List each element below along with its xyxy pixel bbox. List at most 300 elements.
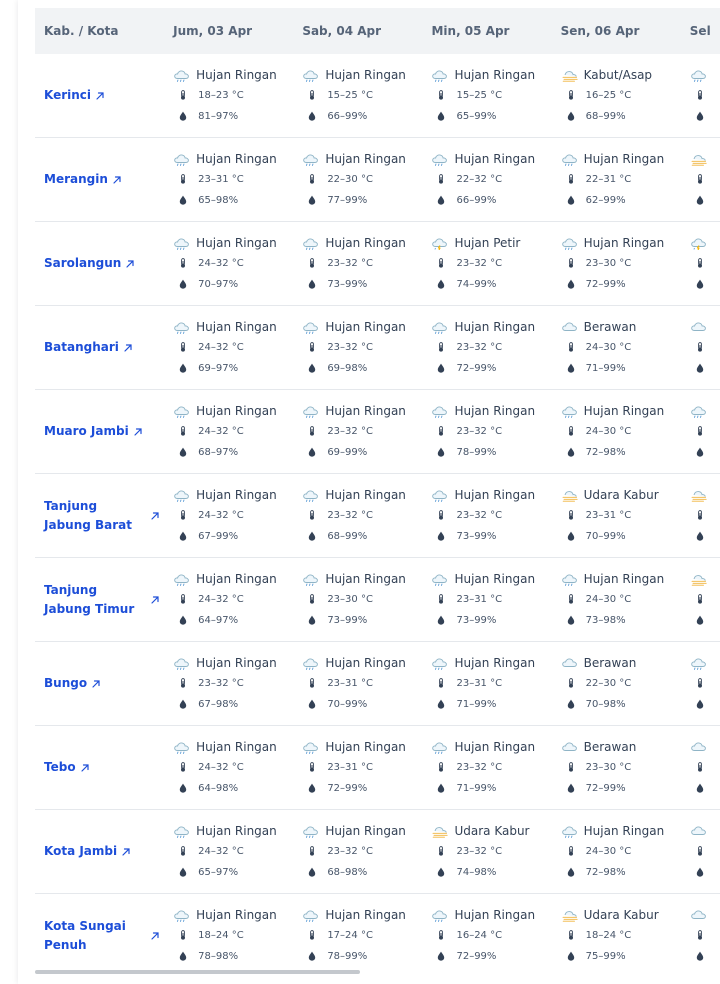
haze-icon <box>690 152 708 166</box>
weather-condition <box>690 233 720 253</box>
forecast-cell <box>293 222 422 306</box>
temperature-value: 23–32 °C <box>456 425 503 437</box>
light-rain-icon <box>302 68 320 82</box>
external-link-icon <box>150 511 160 521</box>
light-rain-icon <box>173 572 191 586</box>
condition-label: Berawan <box>583 655 637 670</box>
condition-label: Hujan Ringan <box>196 739 277 754</box>
temperature-range <box>431 841 551 862</box>
humidity-range <box>302 778 422 799</box>
thermometer-icon <box>307 510 317 520</box>
weather-condition <box>690 401 720 421</box>
humidity-value: 65–99% <box>456 110 497 122</box>
humidity-value: 67–98% <box>198 698 239 710</box>
table-row <box>35 642 720 726</box>
humidity-drop-icon <box>178 111 188 121</box>
weather-condition <box>302 65 422 85</box>
humidity-drop-icon <box>436 699 446 709</box>
weather-condition <box>690 569 720 589</box>
region-cell <box>35 894 164 971</box>
condition-label: Udara Kabur <box>454 823 530 838</box>
temperature-range <box>561 337 681 358</box>
condition-label: Hujan Ringan <box>454 907 536 922</box>
temperature-range <box>431 85 551 106</box>
condition-label: Hujan Petir <box>454 235 521 250</box>
forecast-cell <box>422 894 551 971</box>
forecast-cell <box>681 138 720 222</box>
humidity-drop-icon <box>307 951 317 961</box>
temperature-range <box>690 925 720 946</box>
humidity-drop-icon <box>178 699 188 709</box>
humidity-range <box>173 106 293 127</box>
temperature-range <box>173 841 293 862</box>
weather-condition <box>561 149 681 169</box>
light-rain-icon <box>173 236 191 250</box>
temperature-range <box>173 589 293 610</box>
weather-condition <box>690 737 720 757</box>
forecast-cell <box>164 726 293 810</box>
condition-label: Hujan Ringan <box>454 67 536 82</box>
humidity-value: 69–97% <box>198 362 239 374</box>
condition-label: Hujan Ringan <box>583 151 665 166</box>
thermometer-icon <box>436 762 446 772</box>
humidity-drop-icon <box>695 867 705 877</box>
humidity-value: 77–99% <box>327 194 368 206</box>
weather-condition <box>690 905 720 925</box>
region-name: Kerinci <box>44 88 92 102</box>
thermometer-icon <box>566 174 576 184</box>
humidity-drop-icon <box>436 363 446 373</box>
temperature-range <box>431 421 551 442</box>
forecast-cell <box>552 642 681 726</box>
forecast-cell <box>293 138 422 222</box>
light-rain-icon <box>173 68 191 82</box>
forecast-cell <box>552 810 681 894</box>
forecast-cell <box>293 306 422 390</box>
temperature-range <box>431 253 551 274</box>
humidity-value: 65–97% <box>198 866 239 878</box>
humidity-range <box>690 610 720 631</box>
region-name: Kota Sungai Penuh <box>44 918 126 952</box>
table-row <box>35 558 720 642</box>
region-cell <box>35 222 164 306</box>
weather-condition <box>431 233 551 253</box>
humidity-range <box>302 526 422 547</box>
thermometer-icon <box>566 594 576 604</box>
light-rain-icon <box>302 404 320 418</box>
external-link-icon <box>95 91 105 101</box>
light-rain-icon <box>173 152 191 166</box>
thermometer-icon <box>178 90 188 100</box>
humidity-drop-icon <box>307 783 317 793</box>
condition-label: Hujan Ringan <box>583 235 665 250</box>
humidity-drop-icon <box>695 615 705 625</box>
region-link[interactable] <box>44 842 160 861</box>
condition-label: Hujan Ringan <box>454 655 536 670</box>
thermometer-icon <box>178 510 188 520</box>
temperature-value: 24–32 °C <box>198 341 244 353</box>
thermometer-icon <box>436 426 446 436</box>
table-row <box>35 222 720 306</box>
temperature-value: 23–32 °C <box>456 341 503 353</box>
humidity-range <box>173 442 293 463</box>
weather-condition <box>302 233 422 253</box>
humidity-range <box>302 358 422 379</box>
humidity-range <box>561 274 681 295</box>
temperature-range <box>431 757 551 778</box>
temperature-range <box>173 505 293 526</box>
temperature-value: 24–32 °C <box>198 845 244 857</box>
temperature-range <box>173 85 293 106</box>
condition-label: Berawan <box>583 319 637 334</box>
forecast-cell <box>422 558 551 642</box>
thermometer-icon <box>307 90 317 100</box>
humidity-value: 68–99% <box>327 530 368 542</box>
temperature-value: 18–24 °C <box>198 929 244 941</box>
external-link-icon <box>112 175 122 185</box>
temperature-range <box>561 589 681 610</box>
humidity-range <box>173 610 293 631</box>
forecast-cell <box>681 474 720 558</box>
humidity-drop-icon <box>436 195 446 205</box>
humidity-range <box>561 190 681 211</box>
weather-condition <box>302 401 422 421</box>
weather-condition <box>561 905 681 925</box>
temperature-range <box>690 673 720 694</box>
humidity-range <box>561 694 681 715</box>
humidity-drop-icon <box>307 195 317 205</box>
humidity-value: 73–99% <box>456 614 497 626</box>
humidity-range <box>302 946 422 967</box>
weather-condition <box>431 737 551 757</box>
weather-condition <box>302 737 422 757</box>
condition-label: Hujan Ringan <box>196 823 277 838</box>
humidity-drop-icon <box>178 363 188 373</box>
humidity-drop-icon <box>307 615 317 625</box>
temperature-range <box>431 925 551 946</box>
humidity-range <box>302 106 422 127</box>
weather-condition <box>561 485 681 505</box>
humidity-range <box>302 190 422 211</box>
light-rain-icon <box>561 236 579 250</box>
temperature-value: 18–24 °C <box>585 929 632 941</box>
thermometer-icon <box>307 174 317 184</box>
condition-label: Hujan Ringan <box>325 319 406 334</box>
humidity-range <box>302 610 422 631</box>
humidity-range <box>431 442 551 463</box>
temperature-range <box>302 841 422 862</box>
humidity-range <box>173 358 293 379</box>
haze-icon <box>561 488 579 502</box>
humidity-range <box>690 274 720 295</box>
humidity-range <box>690 694 720 715</box>
temperature-range <box>302 169 422 190</box>
humidity-drop-icon <box>436 279 446 289</box>
region-link[interactable] <box>44 758 160 777</box>
forecast-cell <box>293 894 422 971</box>
region-link[interactable] <box>44 254 160 273</box>
thermometer-icon <box>436 258 446 268</box>
forecast-cell <box>293 558 422 642</box>
condition-label: Hujan Ringan <box>454 151 536 166</box>
weather-condition <box>173 569 293 589</box>
humidity-value: 72–99% <box>456 950 497 962</box>
temperature-range <box>561 253 681 274</box>
condition-label: Hujan Ringan <box>196 571 277 586</box>
condition-label: Hujan Ringan <box>454 319 536 334</box>
weather-condition <box>302 905 422 925</box>
light-rain-icon <box>302 572 320 586</box>
temperature-range <box>561 85 681 106</box>
table-row <box>35 894 720 971</box>
light-rain-icon <box>561 824 579 838</box>
weather-condition <box>561 401 681 421</box>
humidity-value: 70–97% <box>198 278 239 290</box>
region-cell <box>35 642 164 726</box>
weather-condition <box>431 401 551 421</box>
humidity-drop-icon <box>436 783 446 793</box>
region-link[interactable] <box>44 497 160 535</box>
humidity-drop-icon <box>436 111 446 121</box>
thermometer-icon <box>178 762 188 772</box>
condition-label: Berawan <box>583 739 637 754</box>
region-link[interactable] <box>44 86 160 105</box>
humidity-drop-icon <box>695 783 705 793</box>
forecast-cell <box>422 222 551 306</box>
temperature-range <box>173 673 293 694</box>
region-link[interactable] <box>44 422 160 441</box>
thermometer-icon <box>178 594 188 604</box>
temperature-value: 22–32 °C <box>456 173 503 185</box>
condition-label: Hujan Ringan <box>196 235 277 250</box>
humidity-value: 78–99% <box>456 446 497 458</box>
humidity-drop-icon <box>307 363 317 373</box>
forecast-cell <box>164 138 293 222</box>
haze-icon <box>431 824 449 838</box>
humidity-range <box>173 694 293 715</box>
weather-condition <box>690 821 720 841</box>
forecast-cell <box>164 54 293 138</box>
thermometer-icon <box>695 174 705 184</box>
humidity-range <box>173 190 293 211</box>
temperature-range <box>173 169 293 190</box>
thermometer-icon <box>307 426 317 436</box>
temperature-value: 16–24 °C <box>456 929 503 941</box>
light-rain-icon <box>431 572 449 586</box>
external-link-icon <box>91 679 101 689</box>
temperature-range <box>302 757 422 778</box>
condition-label: Hujan Ringan <box>454 571 536 586</box>
humidity-range <box>561 442 681 463</box>
light-rain-icon <box>302 824 320 838</box>
light-rain-icon <box>302 236 320 250</box>
humidity-range <box>690 862 720 883</box>
light-rain-icon <box>302 320 320 334</box>
external-link-icon <box>123 343 133 353</box>
light-rain-icon <box>561 572 579 586</box>
humidity-value: 65–98% <box>198 194 239 206</box>
condition-label: Hujan Ringan <box>196 907 277 922</box>
humidity-range <box>561 526 681 547</box>
humidity-drop-icon <box>436 867 446 877</box>
region-link[interactable] <box>44 581 160 619</box>
temperature-value: 17–24 °C <box>327 929 373 941</box>
condition-label: Hujan Ringan <box>325 151 406 166</box>
light-rain-icon <box>561 152 579 166</box>
humidity-drop-icon <box>566 279 576 289</box>
humidity-range <box>690 526 720 547</box>
region-name: Muaro Jambi <box>44 424 129 438</box>
temperature-value: 23–31 °C <box>198 173 244 185</box>
condition-label: Hujan Ringan <box>454 487 536 502</box>
weather-condition <box>173 905 293 925</box>
temperature-range <box>173 421 293 442</box>
table-row <box>35 306 720 390</box>
region-name: Kota Jambi <box>44 844 118 858</box>
forecast-cell <box>552 54 681 138</box>
humidity-value: 75–99% <box>585 950 626 962</box>
humidity-drop-icon <box>566 363 576 373</box>
humidity-value: 68–99% <box>585 110 626 122</box>
temperature-value: 24–30 °C <box>585 845 632 857</box>
condition-label: Hujan Ringan <box>325 823 406 838</box>
humidity-range <box>173 862 293 883</box>
forecast-cell <box>681 558 720 642</box>
thermometer-icon <box>566 342 576 352</box>
light-rain-icon <box>431 404 449 418</box>
temperature-range <box>173 253 293 274</box>
weather-condition <box>561 737 681 757</box>
humidity-drop-icon <box>695 531 705 541</box>
temperature-range <box>561 421 681 442</box>
humidity-range <box>431 526 551 547</box>
humidity-range <box>431 946 551 967</box>
humidity-range <box>302 442 422 463</box>
temperature-value: 23–30 °C <box>327 593 373 605</box>
condition-label: Kabut/Asap <box>583 67 653 82</box>
temperature-range <box>431 169 551 190</box>
light-rain-icon <box>302 152 320 166</box>
humidity-value: 64–97% <box>198 614 239 626</box>
thermometer-icon <box>178 846 188 856</box>
thermometer-icon <box>178 258 188 268</box>
forecast-cell <box>422 642 551 726</box>
humidity-value: 64–98% <box>198 782 239 794</box>
temperature-value: 23–32 °C <box>327 509 373 521</box>
weather-condition <box>302 317 422 337</box>
region-link[interactable] <box>44 170 160 189</box>
temperature-range <box>690 169 720 190</box>
region-cell <box>35 390 164 474</box>
cloudy-icon <box>561 656 579 670</box>
temperature-range <box>302 589 422 610</box>
condition-label: Hujan Ringan <box>583 403 665 418</box>
region-name: Sarolangun <box>44 256 122 270</box>
humidity-range <box>561 778 681 799</box>
humidity-range <box>561 946 681 967</box>
region-link[interactable] <box>44 674 160 693</box>
humidity-range <box>173 526 293 547</box>
humidity-drop-icon <box>566 447 576 457</box>
humidity-drop-icon <box>178 615 188 625</box>
condition-label: Hujan Ringan <box>325 739 406 754</box>
light-rain-icon <box>431 68 449 82</box>
humidity-value: 72–99% <box>327 782 368 794</box>
forecast-cell <box>422 810 551 894</box>
temperature-value: 23–31 °C <box>456 677 503 689</box>
weather-condition <box>302 485 422 505</box>
thermometer-icon <box>307 678 317 688</box>
weather-condition <box>173 317 293 337</box>
temperature-range <box>690 589 720 610</box>
thermometer-icon <box>695 426 705 436</box>
humidity-range <box>302 862 422 883</box>
external-link-icon <box>80 763 90 773</box>
light-rain-icon <box>431 320 449 334</box>
humidity-range <box>173 274 293 295</box>
light-rain-icon <box>302 908 320 922</box>
humidity-range <box>561 358 681 379</box>
cloudy-icon <box>690 824 708 838</box>
condition-label: Hujan Ringan <box>196 67 277 82</box>
humidity-range <box>173 778 293 799</box>
region-link[interactable] <box>44 338 160 357</box>
horizontal-scrollbar[interactable] <box>35 970 360 974</box>
temperature-value: 24–30 °C <box>585 425 632 437</box>
region-cell <box>35 54 164 138</box>
weather-condition <box>561 569 681 589</box>
humidity-range <box>561 106 681 127</box>
humidity-range <box>690 358 720 379</box>
weather-condition <box>561 821 681 841</box>
region-name: Merangin <box>44 172 108 186</box>
forecast-cell <box>552 474 681 558</box>
region-cell <box>35 306 164 390</box>
humidity-value: 73–99% <box>456 530 497 542</box>
humidity-drop-icon <box>566 867 576 877</box>
temperature-value: 18–23 °C <box>198 89 244 101</box>
humidity-value: 78–98% <box>198 950 239 962</box>
thermometer-icon <box>695 258 705 268</box>
thermometer-icon <box>695 846 705 856</box>
region-link[interactable] <box>44 917 160 955</box>
forecast-cell <box>681 642 720 726</box>
header-day-2: Sab, 04 Apr <box>293 8 422 54</box>
light-rain-icon <box>431 908 449 922</box>
weather-condition <box>302 149 422 169</box>
condition-label: Hujan Ringan <box>454 403 536 418</box>
humidity-drop-icon <box>178 531 188 541</box>
forecast-card <box>18 0 720 984</box>
humidity-drop-icon <box>695 195 705 205</box>
weather-condition <box>431 149 551 169</box>
humidity-drop-icon <box>566 951 576 961</box>
table-row <box>35 390 720 474</box>
temperature-value: 23–32 °C <box>456 845 503 857</box>
external-link-icon <box>121 847 131 857</box>
thermometer-icon <box>178 342 188 352</box>
thermometer-icon <box>307 930 317 940</box>
forecast-table-scroll[interactable] <box>35 8 720 970</box>
weather-condition <box>431 65 551 85</box>
humidity-drop-icon <box>566 783 576 793</box>
temperature-range <box>302 85 422 106</box>
forecast-cell <box>422 390 551 474</box>
humidity-value: 62–99% <box>585 194 626 206</box>
humidity-value: 68–97% <box>198 446 239 458</box>
humidity-value: 72–99% <box>456 362 497 374</box>
temperature-range <box>690 421 720 442</box>
